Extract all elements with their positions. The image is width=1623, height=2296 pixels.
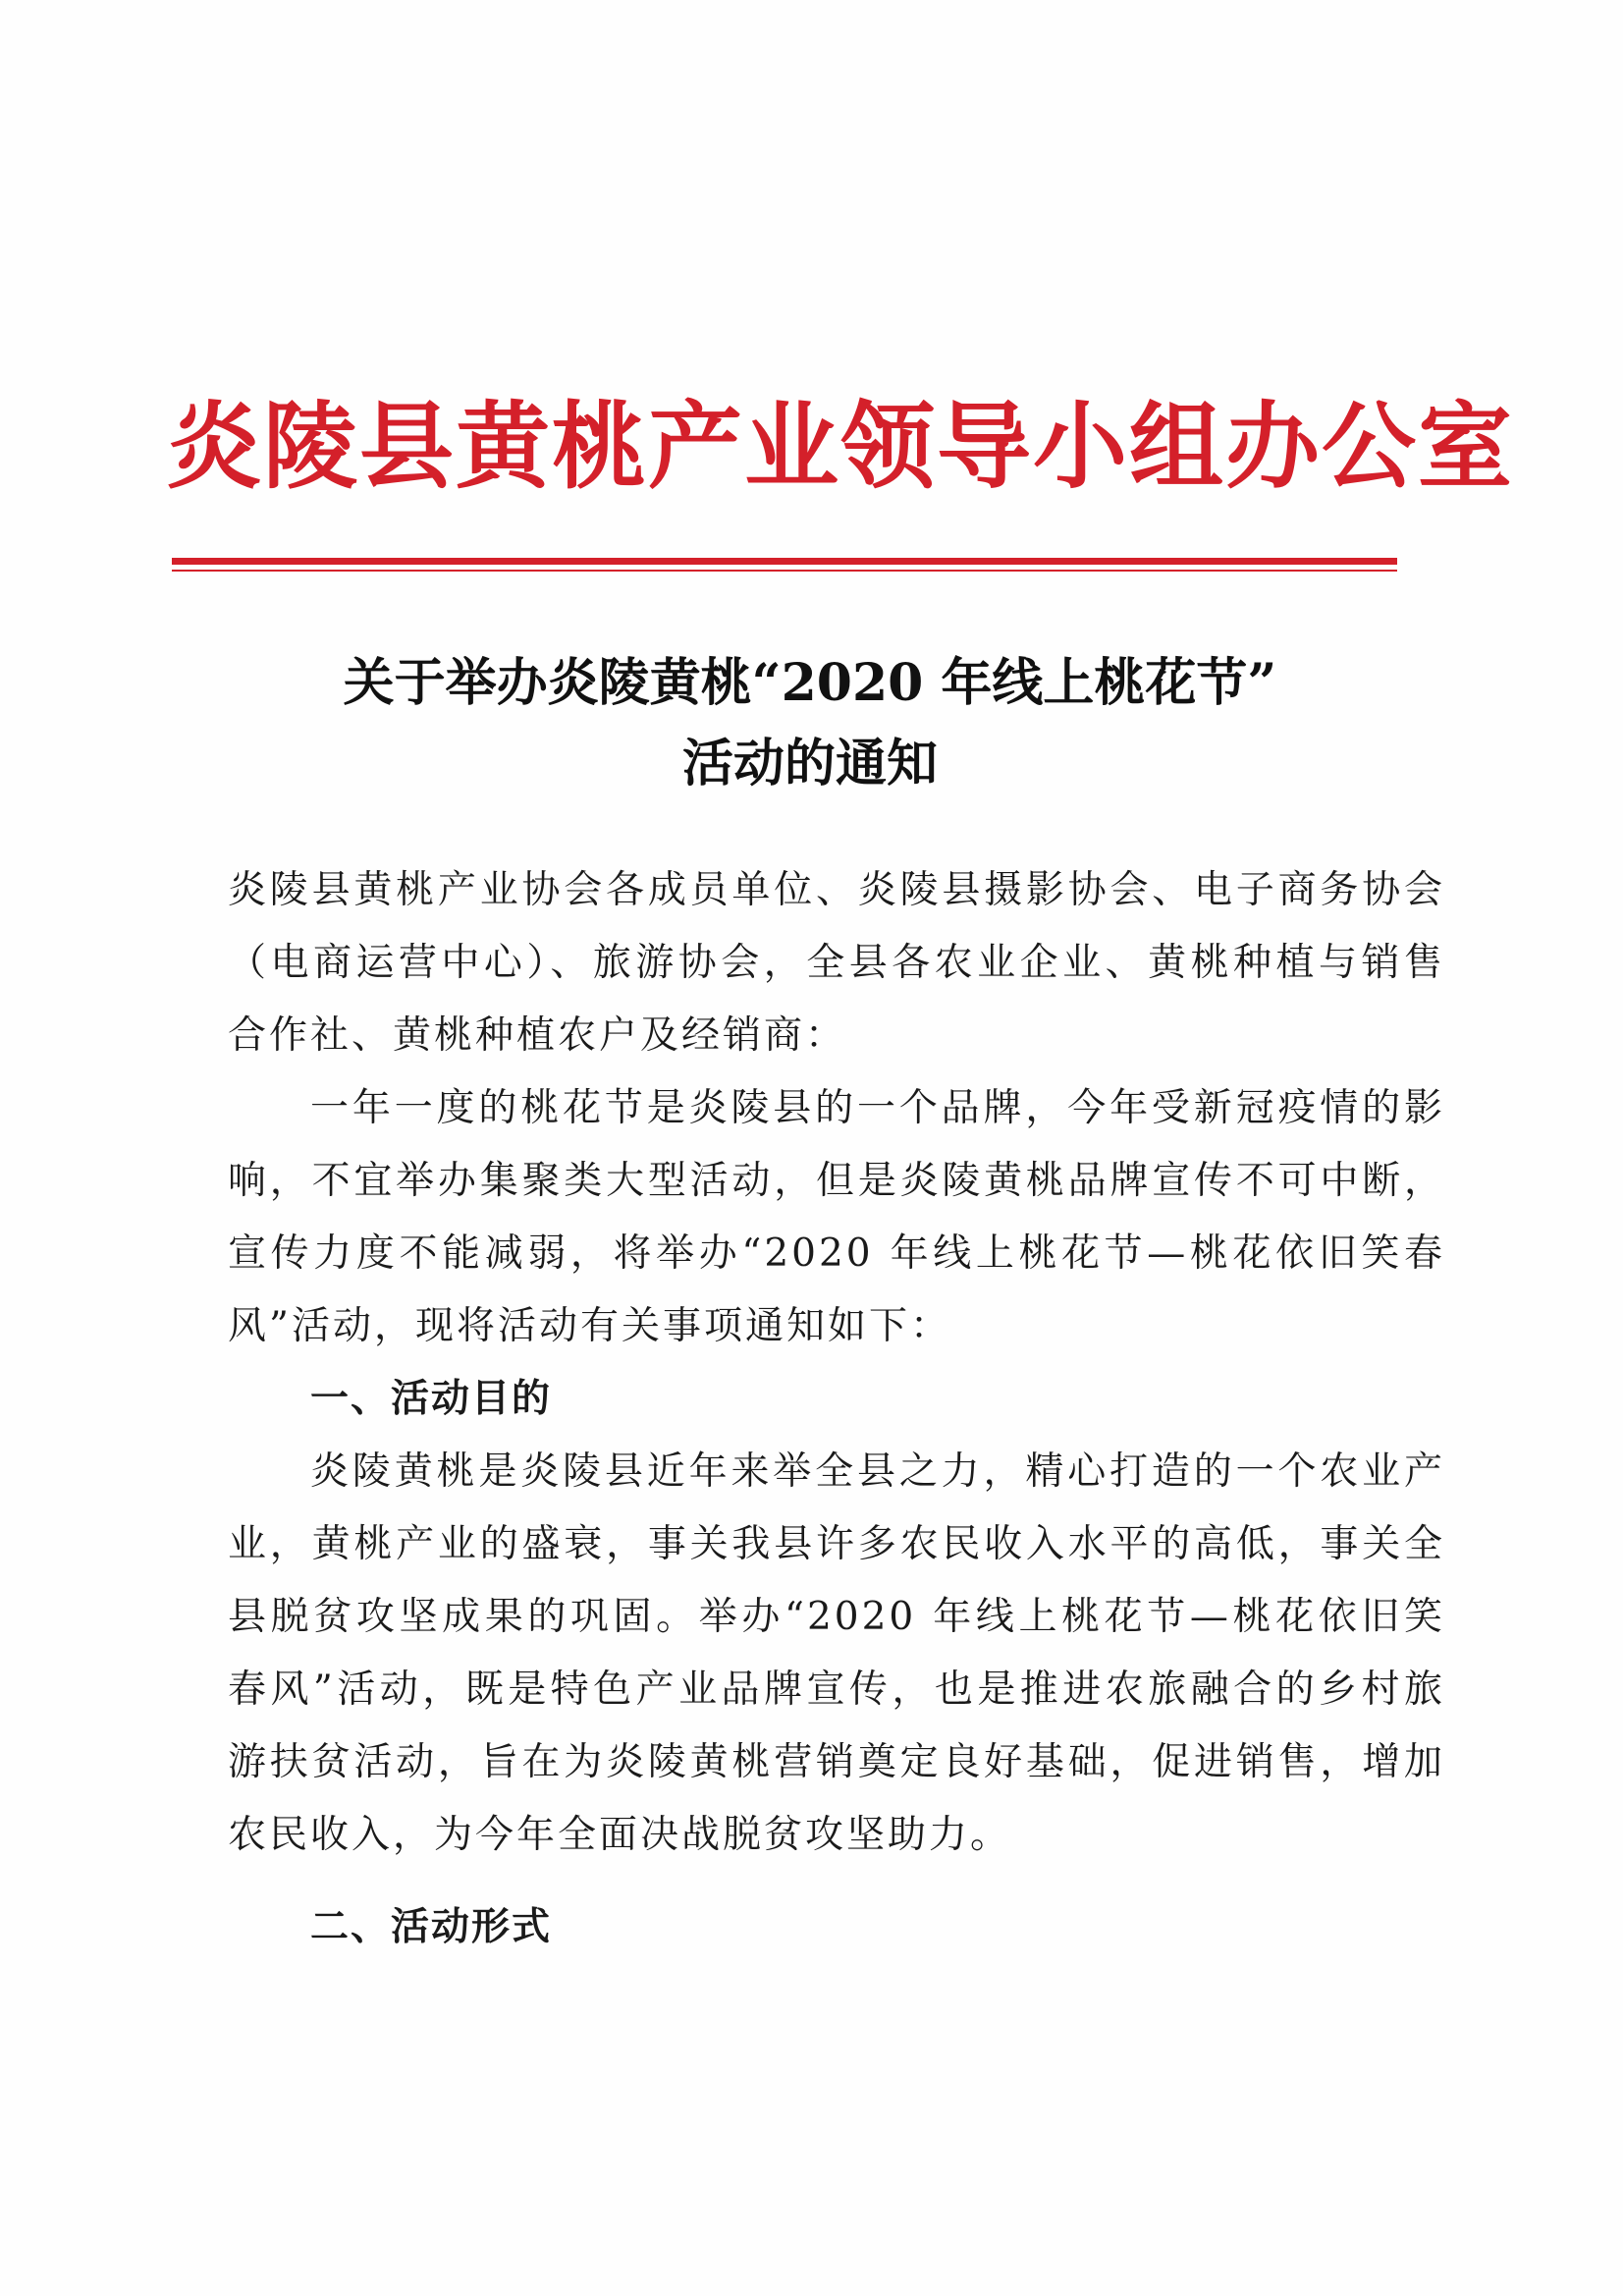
letterhead-red-rule	[172, 558, 1397, 565]
notice-title-line1: 关于举办炎陵黄桃“2020 年线上桃花节”	[343, 653, 1277, 713]
letterhead-red-rule-thin	[172, 570, 1397, 572]
section1-paragraph: 炎陵黄桃是炎陵县近年来举全县之力，精心打造的一个农业产业，黄桃产业的盛衰，事关我县许多农民收入水平的高低，事关全县脱贫攻坚成果的巩固。举办“2020 年线上桃花节—桃花依旧笑春风”活动，既是特色产业品牌宣传，也是推进农旅融合的乡村旅游扶贫活动，旨在为炎陵黄桃营销奠定良好基础，促进销售，增加农民收入，为今年全面决战脱贫攻坚助力。	[228, 1449, 1445, 1857]
addressees-paragraph: 炎陵县黄桃产业协会各成员单位、炎陵县摄影协会、电子商务协会（电商运营中心）、旅游协会，全县各农业企业、黄桃种植与销售合作社、黄桃种植农户及经销商：	[228, 868, 1445, 1058]
section1-heading: 一、活动目的	[310, 1377, 553, 1421]
notice-body	[228, 854, 1445, 1964]
section2-heading: 二、活动形式	[310, 1905, 553, 1949]
notice-title	[167, 643, 1453, 804]
intro-paragraph: 一年一度的桃花节是炎陵县的一个品牌，今年受新冠疫情的影响，不宜举办集聚类大型活动，但是炎陵黄桃品牌宣传不可中断，宣传力度不能减弱，将举办“2020 年线上桃花节—桃花依旧笑春风”活动，现将活动有关事项通知如下：	[228, 1086, 1445, 1348]
letterhead-organization: 炎陵县黄桃产业领导小组办公室	[167, 391, 1514, 502]
notice-title-line2: 活动的通知	[681, 734, 938, 793]
